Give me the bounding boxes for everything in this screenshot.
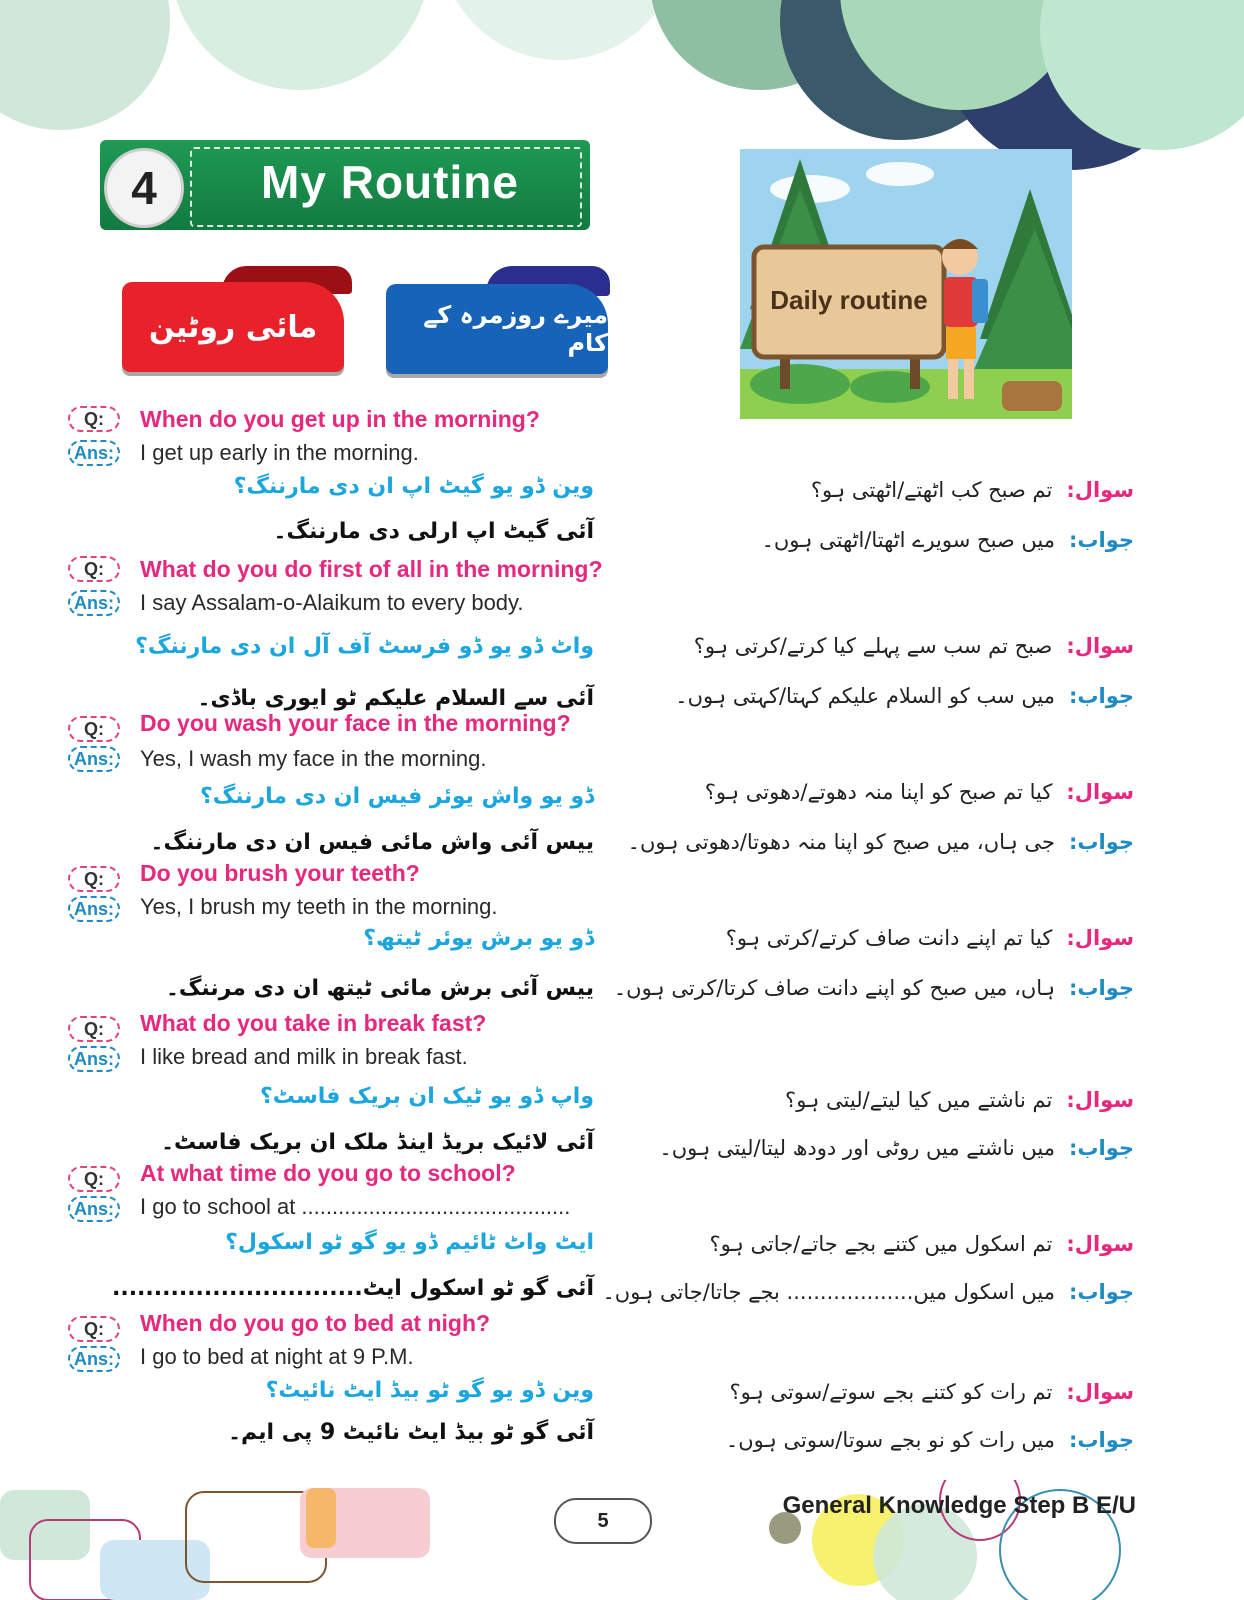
- sawal-label: سوال:: [1066, 780, 1134, 804]
- answer-urdu: میں صبح سویرے اٹھتا/اٹھتی ہوں۔: [761, 528, 1055, 552]
- urdu-title-red: مائی روٹین: [122, 282, 344, 372]
- answer-urdu-row: [628, 830, 1134, 854]
- book-title: General Knowledge Step B E/U: [782, 1492, 1136, 1519]
- question-urdu: تم صبح کب اٹھتے/اٹھتی ہو؟: [810, 478, 1053, 502]
- answer-urdu: ہاں، میں صبح کو اپنے دانت صاف کرتا/کرتی ہوں۔: [613, 976, 1055, 1000]
- daily-routine-illustration: [740, 149, 1072, 419]
- illustration-sign-text: Daily routine: [770, 285, 928, 315]
- q-badge: Q:: [68, 1166, 120, 1192]
- question-en: When do you go to bed at nigh?: [140, 1310, 491, 1336]
- question-roman-urdu: واپ ڈو یو ٹیک ان بریک فاسٹ؟: [260, 1084, 594, 1109]
- ans-badge: Ans:: [68, 746, 120, 772]
- ans-badge: Ans:: [68, 1046, 120, 1072]
- jawab-label: جواب:: [1069, 976, 1134, 1000]
- answer-en: Yes, I wash my face in the morning.: [140, 746, 487, 771]
- answer-urdu: جی ہاں، میں صبح کو اپنا منہ دھوتا/دھوتی ہوں۔: [627, 830, 1055, 854]
- jawab-label: جواب:: [1069, 528, 1134, 552]
- answer-urdu-row: [603, 1280, 1135, 1304]
- answer-en: I like bread and milk in break fast.: [140, 1044, 468, 1069]
- question-en: When do you get up in the morning?: [140, 406, 540, 432]
- answer-urdu: میں اسکول میں................... بجے جاتا/جاتی ہوں۔: [602, 1280, 1055, 1304]
- q-badge: Q:: [68, 716, 120, 742]
- sawal-label: سوال:: [1066, 1232, 1134, 1256]
- question-urdu: تم ناشتے میں کیا لیتے/لیتی ہو؟: [785, 1088, 1053, 1112]
- answer-urdu-row: [726, 1428, 1134, 1452]
- answer-urdu: میں ناشتے میں روٹی اور دودھ لیتا/لیتی ہوں۔: [659, 1136, 1055, 1160]
- answer-urdu: میں سب کو السلام علیکم کہتا/کہتی ہوں۔: [675, 684, 1055, 708]
- answer-en: I say Assalam-o-Alaikum to every body.: [140, 590, 524, 615]
- ans-badge: Ans:: [68, 896, 120, 922]
- question-en: Do you wash your face in the morning?: [140, 710, 571, 736]
- q-badge: Q:: [68, 1016, 120, 1042]
- q-badge: Q:: [68, 866, 120, 892]
- question-urdu: کیا تم صبح کو اپنا منہ دھوتے/دھوتی ہو؟: [704, 780, 1053, 804]
- jawab-label: جواب:: [1069, 830, 1134, 854]
- question-urdu-row: [729, 1380, 1134, 1404]
- jawab-label: جواب:: [1069, 1136, 1134, 1160]
- question-en: At what time do you go to school?: [140, 1160, 516, 1186]
- question-urdu: تم اسکول میں کتنے بجے جاتے/جاتی ہو؟: [709, 1232, 1053, 1256]
- answer-roman-urdu: آئی گو ٹو اسکول ایٹ..............................: [111, 1276, 594, 1301]
- ans-badge: Ans:: [68, 590, 120, 616]
- question-urdu-row: [726, 926, 1134, 950]
- answer-urdu-row: [659, 1136, 1134, 1160]
- answer-urdu-row: [614, 976, 1134, 1000]
- question-urdu: صبح تم سب سے پہلے کیا کرتے/کرتی ہو؟: [693, 634, 1053, 658]
- question-urdu-row: [694, 634, 1134, 658]
- q-badge: Q:: [68, 1316, 120, 1342]
- question-urdu-row: [709, 1232, 1134, 1256]
- answer-roman-urdu: آئی گیٹ اپ ارلی دی مارننگ۔: [273, 519, 594, 544]
- question-urdu-row: [811, 478, 1134, 502]
- answer-en: I go to bed at night at 9 P.M.: [140, 1344, 414, 1369]
- ans-badge: Ans:: [68, 1346, 120, 1372]
- answer-urdu: میں رات کو نو بجے سوتا/سوتی ہوں۔: [725, 1428, 1055, 1452]
- answer-urdu-row: [675, 684, 1134, 708]
- question-urdu: تم رات کو کتنے بجے سوتے/سوتی ہو؟: [729, 1380, 1053, 1404]
- answer-en: I go to school at ............................................: [140, 1194, 571, 1219]
- question-roman-urdu: وین ڈو یو گو ٹو بیڈ ایٹ نائیٹ؟: [265, 1378, 594, 1403]
- answer-en: Yes, I brush my teeth in the morning.: [140, 894, 498, 919]
- jawab-label: جواب:: [1069, 1428, 1134, 1452]
- question-en: Do you brush your teeth?: [140, 860, 420, 886]
- sawal-label: سوال:: [1066, 926, 1134, 950]
- chapter-number: 4: [104, 148, 184, 228]
- jawab-label: جواب:: [1069, 684, 1134, 708]
- question-roman-urdu: ڈو یو واش یوئر فیس ان دی مارننگ؟: [199, 784, 594, 809]
- sawal-label: سوال:: [1066, 634, 1134, 658]
- question-roman-urdu: واٹ ڈو یو ڈو فرسٹ آف آل ان دی مارننگ؟: [135, 634, 594, 659]
- q-badge: Q:: [68, 556, 120, 582]
- question-urdu-row: [705, 780, 1134, 804]
- question-urdu: کیا تم اپنے دانت صاف کرتے/کرتی ہو؟: [725, 926, 1053, 950]
- sawal-label: سوال:: [1066, 1380, 1134, 1404]
- sawal-label: سوال:: [1066, 1088, 1134, 1112]
- question-urdu-row: [785, 1088, 1134, 1112]
- question-en: What do you take in break fast?: [140, 1010, 487, 1036]
- question-roman-urdu: وین ڈو یو گیٹ اپ ان دی مارننگ؟: [233, 474, 594, 499]
- answer-roman-urdu: ییس آئی برش مائی ٹیتھ ان دی مرننگ۔: [165, 976, 594, 1001]
- page-title: My Routine: [261, 156, 519, 208]
- question-roman-urdu: ڈو یو برش یوئر ٹیتھ؟: [363, 926, 594, 951]
- answer-roman-urdu: ییس آئی واش مائی فیس ان دی مارننگ۔: [150, 830, 594, 855]
- question-en: What do you do first of all in the morning?: [140, 556, 603, 582]
- sawal-label: سوال:: [1066, 478, 1134, 502]
- answer-roman-urdu: آئی گو ٹو بیڈ ایٹ نائیٹ 9 پی ایم۔: [228, 1420, 594, 1445]
- answer-roman-urdu: آئی سے السلام علیکم ٹو ایوری باڈی۔: [197, 686, 594, 711]
- answer-en: I get up early in the morning.: [140, 440, 419, 465]
- answer-urdu-row: [762, 528, 1134, 552]
- q-badge: Q:: [68, 406, 120, 432]
- ans-badge: Ans:: [68, 440, 120, 466]
- page-number: 5: [554, 1498, 652, 1544]
- ans-badge: Ans:: [68, 1196, 120, 1222]
- question-roman-urdu: ایٹ واٹ ٹائیم ڈو یو گو ٹو اسکول؟: [225, 1230, 594, 1255]
- urdu-title-blue: میرے روزمرہ کے کام: [386, 284, 608, 374]
- answer-roman-urdu: آئی لائیک بریڈ اینڈ ملک ان بریک فاسٹ۔: [161, 1130, 594, 1155]
- jawab-label: جواب:: [1069, 1280, 1134, 1304]
